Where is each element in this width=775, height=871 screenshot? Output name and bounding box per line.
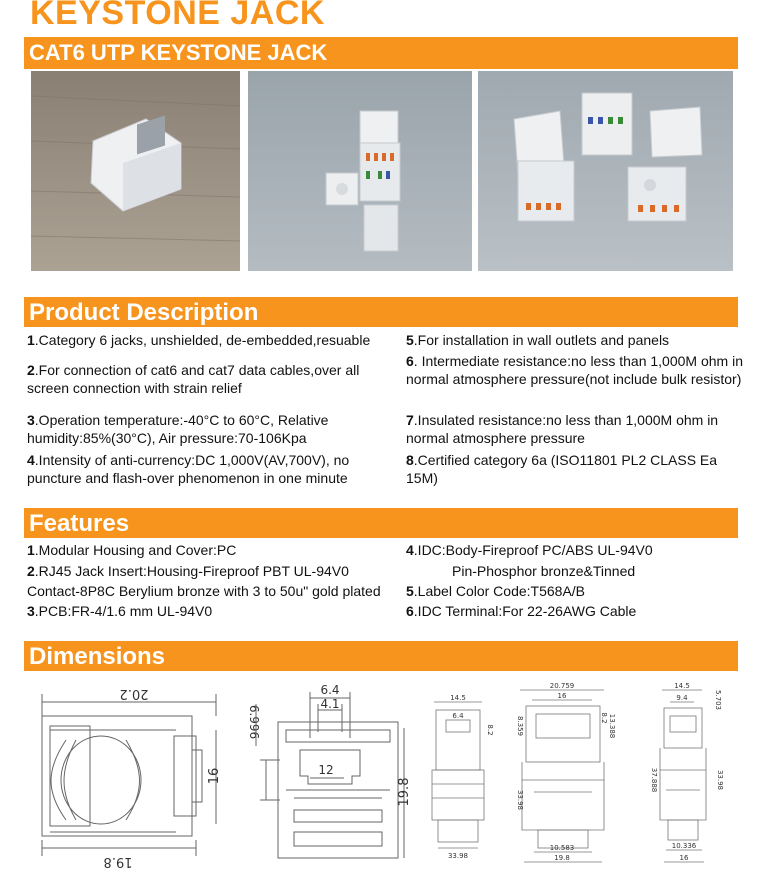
dim-label: 20.759 bbox=[549, 682, 575, 690]
dim-label: 20.2 bbox=[119, 686, 149, 701]
dim-label: 8.2 bbox=[486, 724, 494, 736]
dim-label: 6.4 bbox=[320, 683, 340, 697]
dim-label: 12 bbox=[318, 763, 334, 777]
feature-item-5: 5.Label Color Code:T568A/B bbox=[406, 583, 586, 599]
feature-item-6: 6.IDC Terminal:For 22-26AWG Cable bbox=[406, 603, 637, 619]
feature-item-4-pin: Pin-Phosphor bronze&Tinned bbox=[452, 563, 636, 579]
desc-item-8: 8.Certified category 6a (ISO11801 PL2 CLASS Ea 15M) bbox=[406, 452, 718, 486]
feature-item-3: 3.PCB:FR-4/1.6 mm UL-94V0 bbox=[27, 603, 213, 619]
desc-item-3: 3.Operation temperature:-40°C to 60°C, Relative humidity:85%(30°C), Air pressure:70-106Kpa bbox=[27, 412, 329, 446]
dimension-drawing-top bbox=[424, 680, 500, 871]
dim-label: 33.98 bbox=[716, 769, 724, 791]
page-title: KEYSTONE JACK bbox=[30, 0, 325, 32]
dim-label: 19.8 bbox=[103, 854, 133, 869]
dim-label: 13.388 bbox=[608, 713, 616, 739]
dim-label: 8.359 bbox=[516, 715, 524, 737]
dim-label: 14.5 bbox=[674, 682, 690, 690]
feature-item-1: 1.Modular Housing and Cover:PC bbox=[27, 542, 237, 558]
dim-label: 16 bbox=[679, 854, 689, 862]
dim-label: 19.8 bbox=[554, 854, 570, 862]
dimension-drawing-front bbox=[238, 680, 418, 871]
photo-jack-open bbox=[248, 71, 472, 271]
dim-label: 10.583 bbox=[549, 844, 575, 852]
dim-label: 19.8 bbox=[397, 777, 412, 807]
dim-label: 16 bbox=[557, 692, 567, 700]
dim-label: 8.2 bbox=[600, 712, 608, 724]
section-product-description: Product Description bbox=[24, 297, 738, 327]
dim-label: 5.703 bbox=[714, 689, 722, 711]
photo-jack-parts bbox=[478, 71, 733, 271]
desc-item-6: 6. Intermediate resistance:no less than 1,000M ohm in normal atmosphere pressure(not include bulk resistor) bbox=[406, 353, 743, 387]
dim-label: 33.98 bbox=[447, 852, 469, 860]
dimension-drawing-rear bbox=[640, 680, 730, 871]
dim-label: 33.98 bbox=[516, 789, 524, 811]
subtitle-bar: CAT6 UTP KEYSTONE JACK bbox=[24, 37, 738, 69]
feature-item-4: 4.IDC:Body-Fireproof PC/ABS UL-94V0 bbox=[406, 542, 653, 558]
desc-item-7: 7.Insulated resistance:no less than 1,000M ohm in normal atmosphere pressure bbox=[406, 412, 719, 446]
desc-item-4: 4.Intensity of anti-currency:DC 1,000V(AV,700V), no puncture and flash-over phenomenon in one minute bbox=[27, 452, 350, 486]
dim-label: 16 bbox=[207, 767, 222, 785]
dim-label: 9.4 bbox=[676, 694, 688, 702]
dim-label: 6.4 bbox=[452, 712, 464, 720]
dim-label: 4.1 bbox=[320, 697, 340, 711]
section-dimensions: Dimensions bbox=[24, 641, 738, 671]
feature-item-2-contact: Contact-8P8C Berylium bronze with 3 to 50u" gold plated bbox=[27, 583, 381, 599]
photo-jack-assembled bbox=[31, 71, 240, 271]
desc-item-5: 5.For installation in wall outlets and panels bbox=[406, 332, 670, 348]
section-features: Features bbox=[24, 508, 738, 538]
dim-label: 14.5 bbox=[450, 694, 466, 702]
desc-item-2: 2.For connection of cat6 and cat7 data cables,over all screen connection with strain relief bbox=[27, 362, 360, 396]
dimension-drawing-profile bbox=[504, 680, 622, 871]
dimension-drawing-side bbox=[26, 680, 234, 871]
dim-label: 37.888 bbox=[650, 767, 658, 793]
feature-item-2: 2.RJ45 Jack Insert:Housing-Fireproof PBT UL-94V0 bbox=[27, 563, 349, 579]
desc-item-1: 1.Category 6 jacks, unshielded, de-embedded,resuable bbox=[27, 332, 371, 348]
dim-label: 6.996 bbox=[247, 704, 261, 740]
dim-label: 10.336 bbox=[671, 842, 697, 850]
